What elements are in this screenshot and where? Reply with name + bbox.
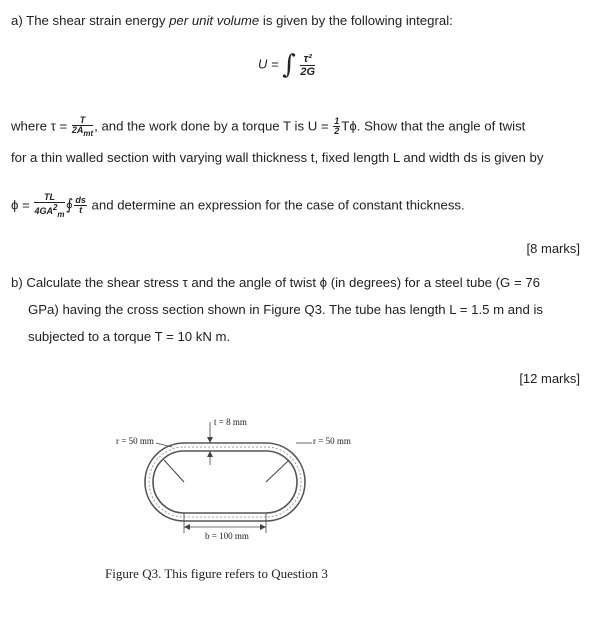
part-b-line2: GPa) having the cross section shown in Figure Q3. The tube has length L = 1.5 m and is (28, 302, 543, 317)
half-denominator: 2 (334, 126, 340, 137)
part-a-line4 (11, 193, 465, 219)
width-arrow-left-icon (184, 524, 190, 530)
ds-denominator: t (79, 205, 83, 216)
left-radius-line (164, 460, 184, 482)
part-a-intro-text: a) The shear strain energy per unit volume is given by the following integral: (11, 13, 453, 28)
phi-den-sup: 2 (52, 203, 58, 212)
phi-den-sub: m (57, 209, 65, 219)
tau-numerator: T (72, 116, 93, 126)
line3-text: for a thin walled section with varying wall thickness t, fixed length L and width ds is given by (11, 150, 544, 165)
line2-end: Tϕ. Show that the angle of twist (341, 118, 526, 134)
left-radius-label: r = 50 mm (116, 436, 154, 446)
phi-den-main: 4GA (34, 206, 53, 216)
where-tau-text: where τ = (11, 118, 68, 134)
line2-middle: , and the work done by a torque T is U = (94, 118, 333, 134)
part-a-line3 (11, 150, 543, 166)
part-b-line1: b) Calculate the shear stress τ and the angle of twist ϕ (in degrees) for a steel tube (G = 76 (11, 275, 541, 290)
half-numerator: 1 (334, 116, 340, 127)
line4-text: and determine an expression for the case of constant thickness. (91, 197, 465, 213)
thickness-arrow-up-icon (207, 451, 213, 457)
part-a-intro (11, 13, 453, 29)
tau-den-main: 2A (71, 125, 84, 135)
tube-centerline (149, 447, 301, 517)
half-fraction (333, 117, 340, 136)
part-a-line2 (11, 116, 525, 138)
right-radius-line (266, 461, 288, 482)
ds-numerator: ds (75, 195, 86, 206)
ds-fraction (74, 196, 87, 215)
tau-fraction (72, 116, 93, 138)
figure-caption: Figure Q3. This figure refers to Question 3 (105, 566, 328, 581)
integral-denominator: 2G (300, 65, 316, 78)
intro-italic-phrase: per unit volume (169, 13, 260, 28)
integral-fraction (300, 53, 315, 78)
integral-lhs: U = (258, 56, 279, 72)
part-a-marks: [8 marks] (526, 241, 580, 256)
phi-fraction (34, 193, 64, 219)
width-label: b = 100 mm (205, 531, 249, 541)
tau-den-sub: mt (83, 128, 94, 138)
integral-numerator: τ² (300, 53, 315, 66)
phi-denominator (34, 203, 64, 219)
tube-inner-wall (153, 451, 297, 513)
phi-lhs: ϕ = (11, 197, 30, 213)
contour-integral-icon: ∮ (65, 195, 74, 214)
thickness-label: t = 8 mm (214, 417, 247, 427)
thickness-arrow-icon (207, 437, 213, 443)
part-b-line3: subjected to a torque T = 10 kN m. (28, 329, 231, 344)
integral-equation (258, 52, 316, 78)
integral-sign-icon: ∫ (282, 50, 296, 80)
right-radius-label: r = 50 mm (313, 436, 351, 446)
part-b-marks: [12 marks] (519, 371, 580, 386)
tau-denominator (72, 126, 93, 138)
phi-numerator: TL (34, 193, 64, 203)
width-arrow-right-icon (260, 524, 266, 530)
